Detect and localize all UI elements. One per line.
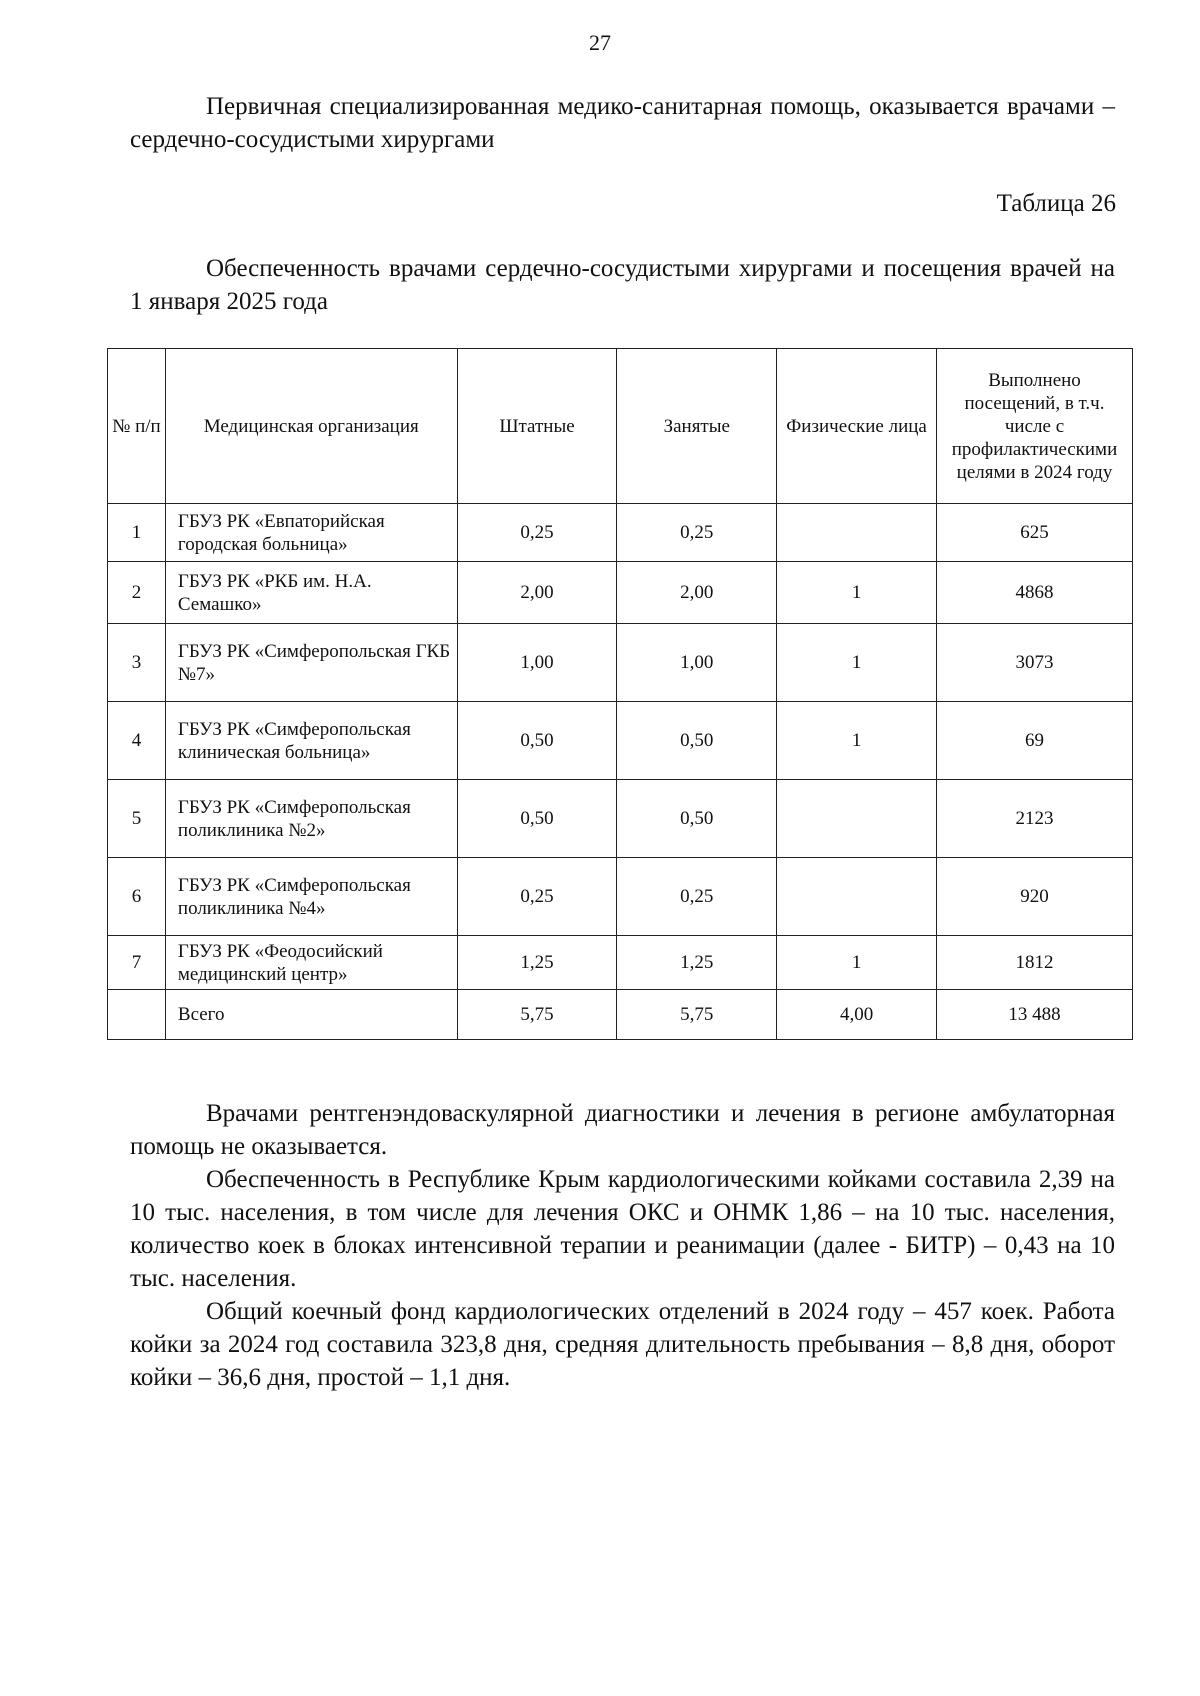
row-organization: ГБУЗ РК «Симферопольская клиническая больница» [165,702,457,780]
row-occupied: 0,25 [617,858,777,936]
row-staff: 2,00 [457,562,617,624]
total-staff: 5,75 [457,990,617,1040]
paragraph-endovascular: Врачами рентгенэндоваскулярной диагностики и лечения в регионе амбулаторная помощь не оказывается. [130,1100,1115,1160]
row-staff: 1,25 [457,936,617,990]
table-row [108,504,1133,562]
row-organization: ГБУЗ РК «Феодосийский медицинский центр» [165,936,457,990]
table-row [108,858,1133,936]
row-visits: 2123 [937,780,1133,858]
row-number: 2 [108,562,166,624]
header-staff: Штатные [457,349,617,504]
total-number [108,990,166,1040]
table-row [108,936,1133,990]
row-persons: 1 [777,702,937,780]
row-persons: 1 [777,562,937,624]
row-occupied: 0,50 [617,702,777,780]
row-organization: ГБУЗ РК «Симферопольская поликлиника №2» [165,780,457,858]
row-persons [777,780,937,858]
paragraph-bed-fund: Общий коечный фонд кардиологических отделений в 2024 году – 457 коек. Работа койки за 2024 год составила 323,8 дня, средняя длительность пребывания – 8,8 дня, оборот койки – 36,6 дня, простой – 1,1 дня. [130,1298,1115,1391]
row-organization: ГБУЗ РК «Симферопольская поликлиника №4» [165,858,457,936]
header-organization: Медицинская организация [165,349,457,504]
row-persons: 1 [777,936,937,990]
intro-paragraph [130,90,1115,156]
row-occupied: 0,50 [617,780,777,858]
paragraph-cardiology-beds: Обеспеченность в Республике Крым кардиологическими койками составила 2,39 на 10 тыс. населения, в том числе для лечения ОКС и ОНМК 1,86 – на 10 тыс. населения, количество коек в блоках интенсивной терапии и реанимации (далее - БИТР) – 0,43 на 10 тыс. населения. [130,1166,1115,1292]
row-number: 1 [108,504,166,562]
table-label: Таблица 26 [996,190,1116,217]
row-persons [777,504,937,562]
row-persons: 1 [777,624,937,702]
header-number: № п/п [108,349,166,504]
row-organization: ГБУЗ РК «Евпаторийская городская больница» [165,504,457,562]
row-occupied: 0,25 [617,504,777,562]
table-row [108,624,1133,702]
table-title [130,252,1115,318]
row-staff: 0,50 [457,780,617,858]
total-occupied: 5,75 [617,990,777,1040]
table-header-row [108,349,1133,504]
total-label: Всего [165,990,457,1040]
row-staff: 0,25 [457,504,617,562]
header-persons: Физические лица [777,349,937,504]
total-persons: 4,00 [777,990,937,1040]
table-row [108,780,1133,858]
row-staff: 0,50 [457,702,617,780]
row-number: 4 [108,702,166,780]
table-row [108,562,1133,624]
row-number: 7 [108,936,166,990]
row-visits: 4868 [937,562,1133,624]
table-title-text: Обеспеченность врачами сердечно-сосудистыми хирургами и посещения врачей на 1 января 2025 года [130,255,1115,315]
row-occupied: 1,25 [617,936,777,990]
row-staff: 1,00 [457,624,617,702]
row-persons [777,858,937,936]
row-visits: 625 [937,504,1133,562]
row-organization: ГБУЗ РК «Симферопольская ГКБ №7» [165,624,457,702]
row-number: 3 [108,624,166,702]
page-number: 27 [589,30,611,55]
intro-text: Первичная специализированная медико-санитарная помощь, оказывается врачами – сердечно-сосудистыми хирургами [130,93,1115,153]
row-occupied: 1,00 [617,624,777,702]
header-visits: Выполнено посещений, в т.ч. числе с профилактическими целями в 2024 году [937,349,1133,504]
staffing-table [107,348,1133,1040]
table-total-row [108,990,1133,1040]
body-text [130,1097,1115,1394]
row-number: 6 [108,858,166,936]
header-occupied: Занятые [617,349,777,504]
total-visits: 13 488 [937,990,1133,1040]
row-visits: 3073 [937,624,1133,702]
row-number: 5 [108,780,166,858]
table-row [108,702,1133,780]
row-visits: 69 [937,702,1133,780]
row-occupied: 2,00 [617,562,777,624]
row-organization: ГБУЗ РК «РКБ им. Н.А. Семашко» [165,562,457,624]
row-visits: 920 [937,858,1133,936]
row-staff: 0,25 [457,858,617,936]
row-visits: 1812 [937,936,1133,990]
